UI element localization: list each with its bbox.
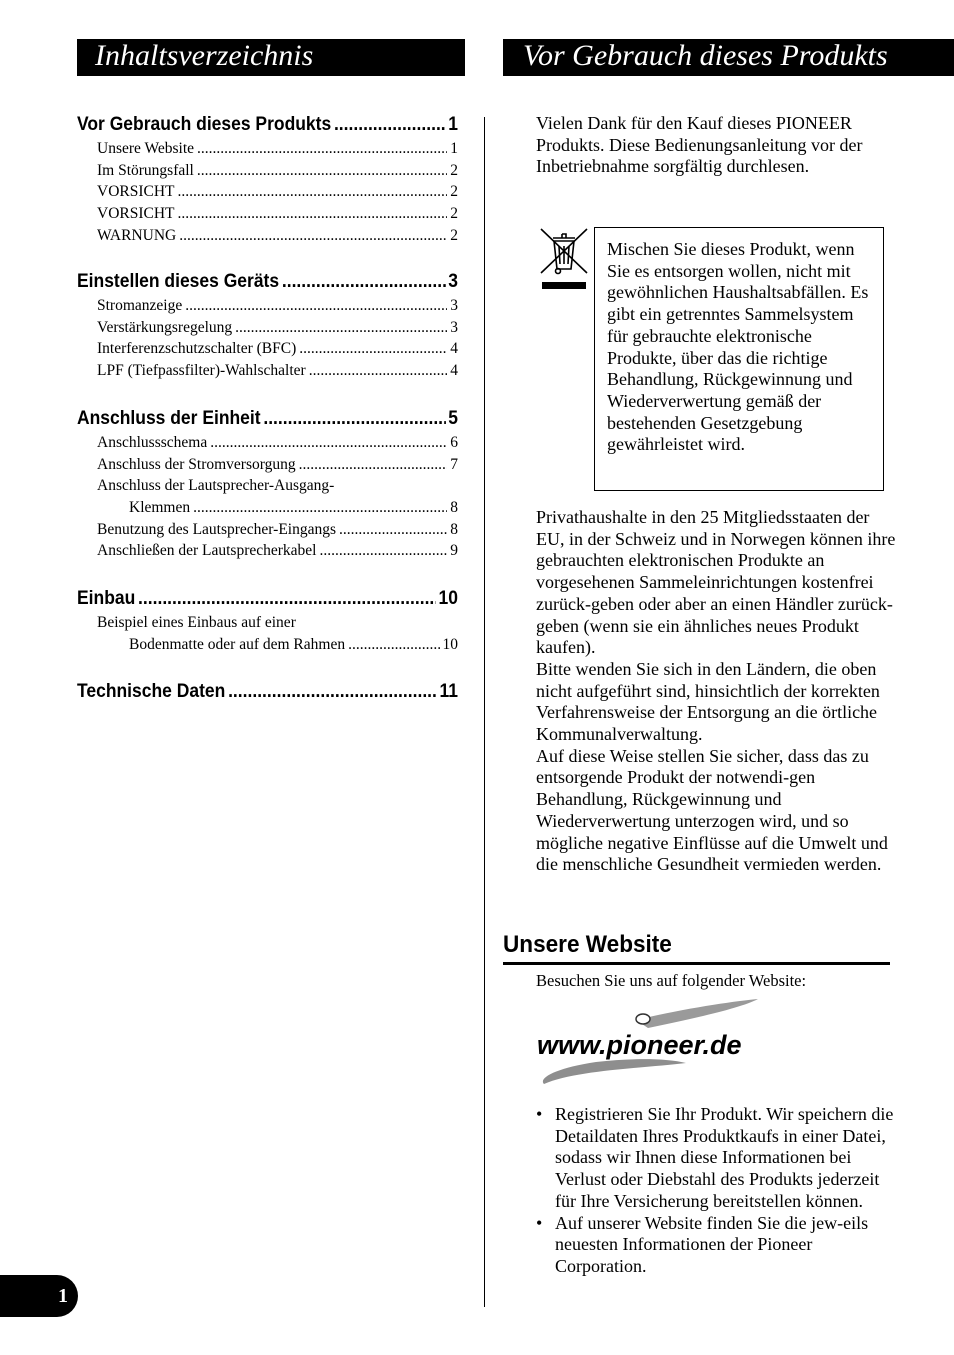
toc-item[interactable]: Anschlussschema ..... 6: [77, 432, 458, 454]
crossed-out-wheelie-bin-icon: [538, 226, 590, 292]
intro-paragraph: Vielen Dank für den Kauf dieses PIONEER Produkts. Diese Bedienungsanleitung vor der Inbetriebnahme sorgfältig durchlesen.: [536, 113, 863, 177]
toc-section-title[interactable]: Anschluss der Einheit ..... 5: [77, 405, 458, 432]
disposal-notice: Mischen Sie dieses Produkt, wenn Sie es entsorgen wollen, nicht mit gewöhnlichen Haushaltsabfällen. Es gibt ein getrenntes Sammelsystem für gebrauchte elektronische Produkte, über das die richtige Behandlung, Rückgewinnung und Wiederverwertung gemäß der bestehenden Gesetzgebung gewährleistet wird.: [594, 227, 884, 491]
body-paragraph: Bitte wenden Sie sich in den Ländern, die oben nicht aufgeführt sind, hinsichtlich der korrekten Verfahrensweise der Entsorgung an die örtliche Kommunalverwaltung.: [536, 658, 880, 745]
toc-item[interactable]: WARNUNG ..... 2: [77, 225, 458, 247]
toc-item[interactable]: Beispiel eines Einbaus auf einer: [97, 614, 296, 631]
toc-header: Inhaltsverzeichnis: [77, 39, 465, 76]
toc-section-title[interactable]: Einstellen dieses Geräts ..... 3: [77, 268, 458, 295]
toc-item[interactable]: Anschluss der Stromversorgung ..... 7: [77, 454, 458, 476]
logo-url-text: www.pioneer.de: [537, 1030, 742, 1060]
toc-item[interactable]: Benutzung des Lautsprecher-Eingangs ..... 8: [77, 519, 458, 541]
toc-section: [77, 111, 458, 246]
toc-item[interactable]: Im Störungsfall ..... 2: [77, 160, 458, 182]
toc-item[interactable]: LPF (Tiefpassfilter)-Wahlschalter ..... 4: [77, 360, 458, 382]
section-header: Vor Gebrauch dieses Produkts: [503, 39, 954, 76]
toc-item[interactable]: VORSICHT ..... 2: [77, 203, 458, 225]
body-paragraph: Auf diese Weise stellen Sie sicher, dass das zu entsorgende Produkt der notwendi-gen Behandlung, Rückgewinnung und Wiederverwertung unterzogen wird, und so mögliche negative Einflüsse auf die Umwelt und die menschliche Gesundheit vermieden werden.: [536, 745, 888, 875]
bullet-icon: •: [536, 1104, 543, 1124]
toc-item[interactable]: Anschluss der Lautsprecher-Ausgang-: [97, 477, 335, 495]
website-heading: Unsere Website: [503, 928, 890, 965]
toc-section: [77, 268, 458, 382]
column-divider: [484, 117, 485, 1307]
body-paragraph: Privathaushalte in den 25 Mitgliedsstaaten der EU, in der Schweiz und in Norwegen können ihre gebrauchten elektronischen Produkte an vorgesehenen Sammeleinrichtungen kostenfrei zurück-geben oder aber an einen Händler zurück-geben (wenn sie ein ähnliches neues Produkt kaufen).: [536, 507, 896, 658]
website-benefits-list: [536, 1104, 896, 1278]
page-number: 1: [0, 1275, 78, 1317]
toc-item[interactable]: Interferenzschutzschalter (BFC) ..... 4: [77, 338, 458, 360]
toc-section-title[interactable]: Einbau ..... 10: [77, 585, 458, 612]
body-text: [536, 507, 896, 876]
toc-item[interactable]: VORSICHT ..... 2: [77, 181, 458, 203]
toc-section: [77, 405, 458, 562]
toc-item[interactable]: Anschließen der Lautsprecherkabel ..... 9: [77, 540, 458, 562]
bullet-icon: •: [536, 1212, 543, 1233]
toc-section-title[interactable]: Technische Daten ..... 11: [77, 678, 458, 705]
website-visit-text: Besuchen Sie uns auf folgender Website:: [536, 971, 807, 990]
toc-item[interactable]: Bodenmatte oder auf dem Rahmen ..... 10: [77, 634, 458, 656]
toc-item[interactable]: Verstärkungsregelung ..... 3: [77, 317, 458, 339]
toc-section: [77, 585, 458, 655]
toc-item[interactable]: Unsere Website ..... 1: [77, 138, 458, 160]
pioneer-website-logo[interactable]: [536, 998, 766, 1090]
list-item: • Auf unserer Website finden Sie die jew-eils neuesten Informationen der Pioneer Corporation.: [536, 1212, 869, 1276]
list-item: • Registrieren Sie Ihr Produkt. Wir speichern die Detaildaten Ihres Produktkaufs in einer Datei, sodass wir Ihnen diese Informationen bei Verlust oder Diebstahl des Produkts jederzeit für Ihre Versicherung bereitstellen können.: [536, 1104, 894, 1211]
toc-item[interactable]: Stromanzeige ..... 3: [77, 295, 458, 317]
toc-section-title[interactable]: Vor Gebrauch dieses Produkts ..... 1: [77, 111, 458, 138]
toc-section: [77, 678, 458, 705]
toc-item[interactable]: Klemmen ..... 8: [77, 497, 458, 519]
